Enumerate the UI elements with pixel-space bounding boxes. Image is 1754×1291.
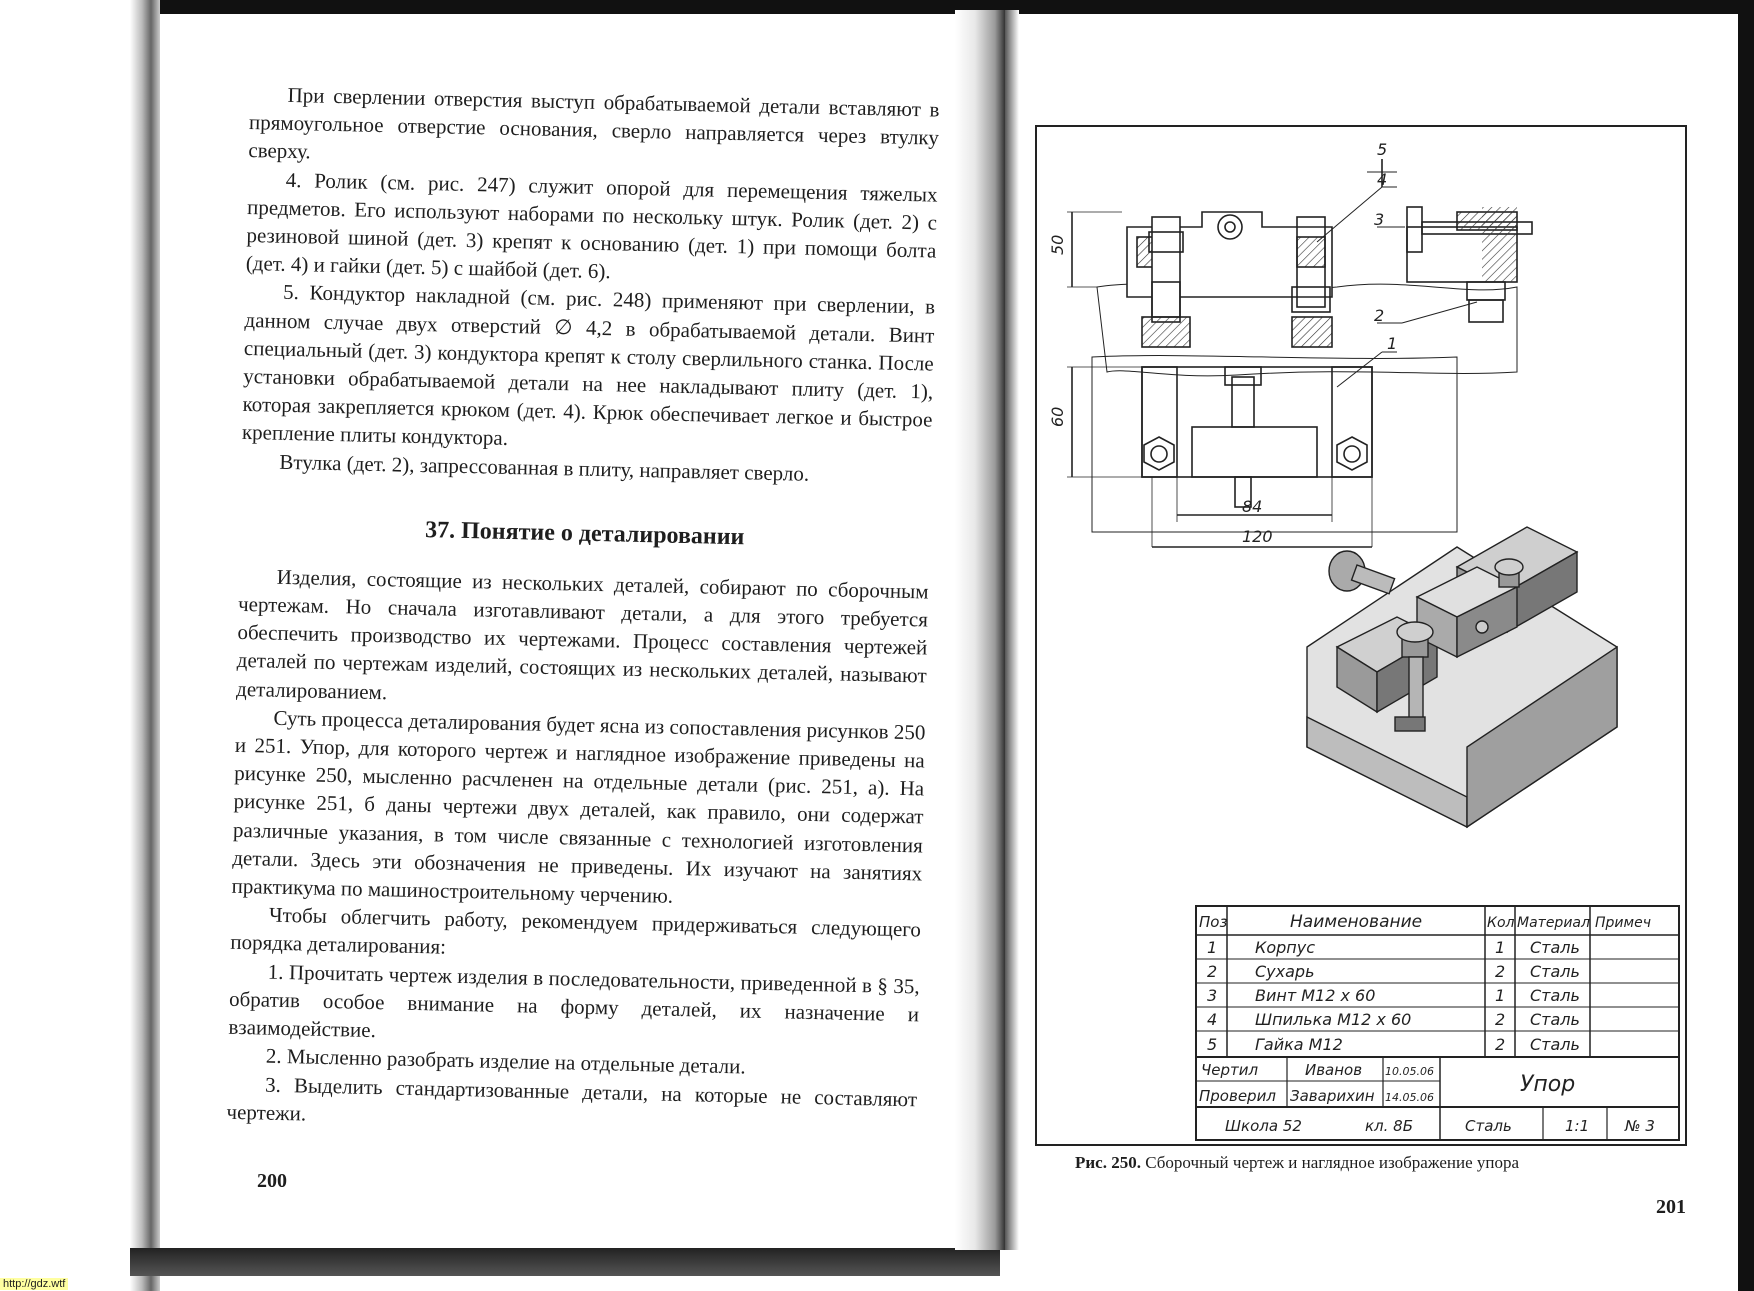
row-pos: 3 <box>1207 986 1218 1005</box>
row-name: Шпилька М12 х 60 <box>1255 1010 1412 1029</box>
row-name: Гайка М12 <box>1255 1035 1343 1054</box>
leader-3: 3 <box>1374 210 1385 229</box>
row-material: Сталь <box>1530 986 1580 1005</box>
row-material: Сталь <box>1530 1035 1580 1054</box>
scale: 1:1 <box>1565 1117 1590 1135</box>
drawing-title: Упор <box>1520 1072 1576 1097</box>
book-spine <box>955 10 1005 1250</box>
specification-table <box>1195 905 1680 1141</box>
book-top-edge <box>150 0 1754 14</box>
figure-caption <box>1075 1153 1695 1173</box>
drew-label: Чертил <box>1201 1061 1259 1079</box>
page-number-right: 201 <box>1656 1196 1686 1218</box>
row-name: Сухарь <box>1255 962 1315 981</box>
drawing-number: № 3 <box>1625 1117 1655 1135</box>
paragraph: 5. Кондуктор накладной (см. рис. 248) применяют при сверлении, в данном случае двух отверстий ∅ 4,2 в обрабатываемой детали. Винт специальный (дет. 3) кондуктора крепят к столу сверлильного станка. После установки обрабатываемой детали на нее накладывают плиту (дет. 1), которая закрепляется крюком (дет. 4). Крюк обеспечивает легкое и быстрое крепление плиты кондуктора. <box>241 280 936 451</box>
list-item: 3. Выделить стандартизованные детали, на которые не составляют чертежи. <box>226 1072 918 1126</box>
paragraph: Чтобы облегчить работу, рекомендуем придерживаться следующего порядка деталирования: <box>230 902 922 960</box>
leader-1: 1 <box>1387 334 1398 353</box>
row-pos: 5 <box>1207 1035 1218 1054</box>
paragraph: Втулка (дет. 2), запрессованная в плиту, направляет сверло. <box>279 449 810 486</box>
header-pos: Поз <box>1199 913 1228 931</box>
leader-4: 4 <box>1377 170 1388 189</box>
row-qty: 2 <box>1495 1010 1506 1029</box>
drew-name: Иванов <box>1305 1061 1363 1079</box>
dimension-60: 60 <box>1048 406 1067 427</box>
header-material: Материал <box>1517 915 1590 931</box>
bottom-book-edge <box>130 1248 1000 1276</box>
school: Школа 52 <box>1225 1117 1302 1135</box>
left-book-edge <box>130 0 160 1291</box>
dimension-50: 50 <box>1048 234 1067 255</box>
list-item: 2. Мысленно разобрать изделие на отдельные детали. <box>265 1043 746 1079</box>
row-pos: 2 <box>1207 962 1218 981</box>
row-qty: 1 <box>1495 986 1506 1005</box>
row-qty: 1 <box>1495 938 1506 957</box>
figure-caption-label: Рис. 250. <box>1075 1153 1141 1172</box>
row-qty: 2 <box>1495 1035 1506 1054</box>
checked-name: Заварихин <box>1290 1087 1375 1105</box>
paragraph: При сверлении отверстия выступ обрабатываемой детали вставляют в прямоугольное отверстие основания, сверло направляется через втулку сверху. <box>248 82 940 164</box>
section-title: 37. Понятие о деталировании <box>424 516 745 551</box>
row-name: Корпус <box>1255 938 1316 957</box>
right-book-edge <box>1738 0 1754 1291</box>
paragraph: Изделия, состоящие из нескольких деталей, собирают по сборочным чертежам. Но сначала изготавливают детали, а для этого требуется обеспечить производство их чертежами. Процесс составления чертежей деталей по чертежам изделий, состоящих из нескольких деталей, называют деталированием. <box>235 564 929 704</box>
book-spine-shadow <box>1005 10 1019 1250</box>
paragraph: Суть процесса деталирования будет ясна из сопоставления рисунков 250 и 251. Упор, для которого чертеж и наглядное изображение приведены на рисунке 250, мысленно расчленен на отдельные детали (рис. 251, а). На рисунке 251, б даны чертежи двух деталей, как правило, они содержат различные указания, в том числе связанные с технологией изготовления детали. Здесь эти обозначения не приведены. Их изучают на занятиях практикума по машиностроительному черчению. <box>231 705 926 908</box>
left-page <box>226 80 940 1141</box>
row-pos: 1 <box>1207 938 1218 957</box>
dimension-84: 84 <box>1242 497 1263 516</box>
row-pos: 4 <box>1207 1010 1218 1029</box>
row-material: Сталь <box>1530 938 1580 957</box>
checked-label: Проверил <box>1199 1087 1276 1105</box>
class: кл. 8Б <box>1365 1117 1414 1135</box>
dimension-120: 120 <box>1242 527 1273 546</box>
row-material: Сталь <box>1530 962 1580 981</box>
header-qty: Кол <box>1487 915 1515 931</box>
list-item: 1. Прочитать чертеж изделия в последовательности, приведенной в § 35, обратив особое внимание на форму деталей, их назначение и взаимодействие. <box>228 959 920 1043</box>
watermark-link[interactable]: http://gdz.wtf <box>0 1278 68 1290</box>
title-material: Сталь <box>1465 1117 1512 1135</box>
row-material: Сталь <box>1530 1010 1580 1029</box>
leader-2: 2 <box>1374 306 1385 325</box>
checked-date: 14.05.06 <box>1385 1091 1434 1104</box>
row-name: Винт М12 х 60 <box>1255 986 1376 1005</box>
drew-date: 10.05.06 <box>1385 1065 1434 1078</box>
figure-caption-text: Сборочный чертеж и наглядное изображение упора <box>1145 1153 1520 1172</box>
page-number-left: 200 <box>257 1170 287 1192</box>
header-note: Примеч <box>1595 915 1651 931</box>
leader-5: 5 <box>1377 140 1388 159</box>
paragraph: 4. Ролик (см. рис. 247) служит опорой для перемещения тяжелых предметов. Его используют наборами по нескольку штук. Ролик (дет. 2) с резиновой шиной (дет. 3) крепят к основанию (дет. 1) при помощи болта (дет. 4) и гайки (дет. 5) с шайбой (дет. 6). <box>245 167 938 284</box>
header-name: Наименование <box>1290 912 1423 932</box>
row-qty: 2 <box>1495 962 1506 981</box>
